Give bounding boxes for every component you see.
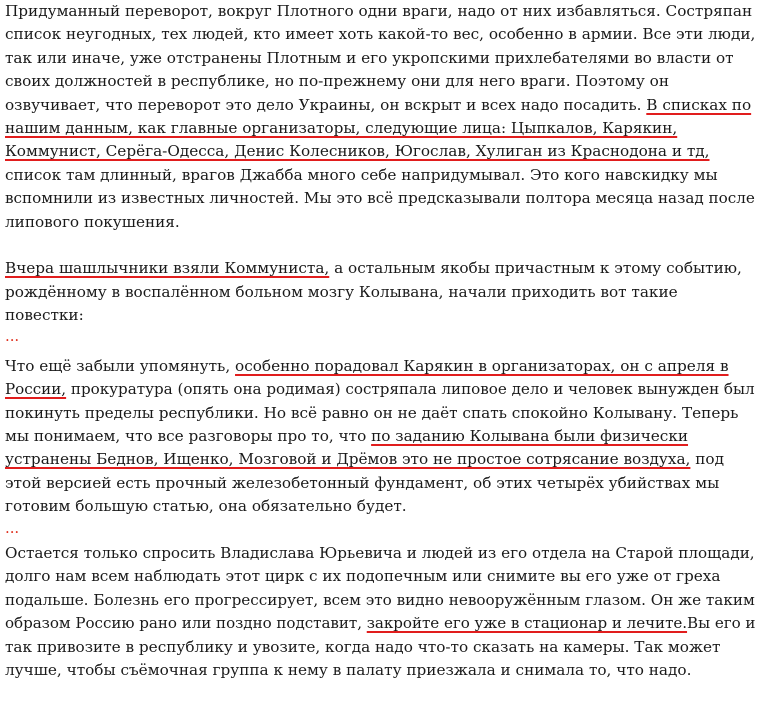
paragraph-karyakin bbox=[5, 355, 757, 542]
text-line bbox=[5, 257, 755, 280]
ellipsis-marker: ... bbox=[5, 518, 20, 537]
text-segment: прокуратура (опять она родимая) состряпала липовое дело и человек вынужден был bbox=[66, 380, 755, 399]
text-line bbox=[5, 378, 755, 401]
text-line: этой версией есть прочный железобетонный фундамент, об этих четырёх убийствах мы bbox=[5, 473, 720, 492]
underlined-highlight: закройте его уже в стационар и лечите. bbox=[366, 614, 688, 633]
text-line: своих должностей в республике, но по-прежнему они для него враги. Поэтому он bbox=[5, 72, 670, 91]
text-line: повестки: bbox=[5, 306, 84, 325]
text-line: рождённому в воспалённом больном мозгу Колывана, начали приходить вот такие bbox=[5, 282, 678, 301]
text-line: подальше. Болезнь его прогрессирует, всем это видно невооружённым глазом. Он же таким bbox=[5, 590, 755, 609]
text-segment: Вы его и bbox=[687, 614, 756, 633]
text-line bbox=[5, 425, 755, 448]
underlined-highlight: по заданию Колывана были физически bbox=[371, 427, 689, 446]
paragraph-appeal bbox=[5, 542, 757, 682]
text-line: покинуть пределы республики. Но всё равно он не даёт спать спокойно Колывану. Теперь bbox=[5, 403, 739, 422]
underlined-highlight: России, bbox=[5, 380, 67, 399]
text-line bbox=[5, 117, 755, 140]
text-segment: а остальным якобы причастным к этому событию, bbox=[329, 259, 742, 278]
text-segment: Что ещё забыли упомянуть, bbox=[5, 356, 236, 375]
text-line: Придуманный переворот, вокруг Плотного одни враги, надо от них избавляться. Состряпан bbox=[5, 2, 753, 20]
text-segment: озвучивает, что переворот это дело Украины, он вскрыт и всех надо посадить. bbox=[5, 95, 647, 114]
underlined-highlight: устранены Беднов, Ищенко, Мозговой и Дрёмов это не простое сотрясание воздуха, bbox=[5, 450, 691, 469]
text-line: Остается только спросить Владислава Юрьевича и людей из его отдела на Старой площади, bbox=[5, 543, 755, 562]
underlined-highlight: В списках по bbox=[646, 95, 752, 114]
underlined-highlight: Вчера шашлычники взяли Коммуниста, bbox=[5, 259, 330, 278]
text-line bbox=[5, 140, 755, 163]
text-line: список там длинный, врагов Джабба много себе напридумывал. Это кого навскидку мы bbox=[5, 165, 718, 184]
text-line: так привозите в республику и увозите, когда надо что-то сказать на камеры. Так может bbox=[5, 637, 721, 656]
text-line: лучше, чтобы съёмочная группа к нему в палату приезжала и снимала то, что надо. bbox=[5, 660, 692, 679]
text-segment: образом Россию рано или поздно подставит, bbox=[5, 614, 367, 633]
text-line bbox=[5, 448, 755, 471]
paragraph-arrest bbox=[5, 257, 757, 351]
text-line bbox=[5, 355, 755, 378]
paragraph-spacer bbox=[5, 234, 757, 257]
text-segment: под bbox=[690, 450, 724, 469]
text-line: вспомнили из известных личностей. Мы это всё предсказывали полтора месяца назад после bbox=[5, 189, 755, 208]
ellipsis-marker: ... bbox=[5, 327, 20, 346]
text-line bbox=[5, 94, 755, 117]
underlined-highlight: Коммунист, Серёга-Одесса, Денис Колесников, Югослав, Хулиган из Краснодона и тд, bbox=[5, 142, 710, 161]
text-line: список неугодных, тех людей, кто имеет хоть какой-то вес, особенно в армии. Все эти люди, bbox=[5, 25, 756, 44]
underlined-highlight: особенно порадовал Карякин в организаторах, он с апреля в bbox=[235, 356, 729, 375]
article-text bbox=[5, 0, 757, 682]
text-line bbox=[5, 612, 756, 635]
text-line: долго нам всем наблюдать этот цирк с их подопечным или снимите вы его уже от греха bbox=[5, 567, 721, 586]
text-line: так или иначе, уже отстранены Плотным и его укропскими прихлебателями во власти от bbox=[5, 48, 734, 67]
paragraph-coup bbox=[5, 0, 757, 234]
text-segment: мы понимаем, что все разговоры про то, что bbox=[5, 427, 372, 446]
underlined-highlight: нашим данным, как главные организаторы, следующие лица: Цыпкалов, Карякин, bbox=[5, 118, 678, 137]
text-line: готовим большую статью, она обязательно будет. bbox=[5, 497, 407, 516]
text-line: липового покушения. bbox=[5, 212, 180, 231]
